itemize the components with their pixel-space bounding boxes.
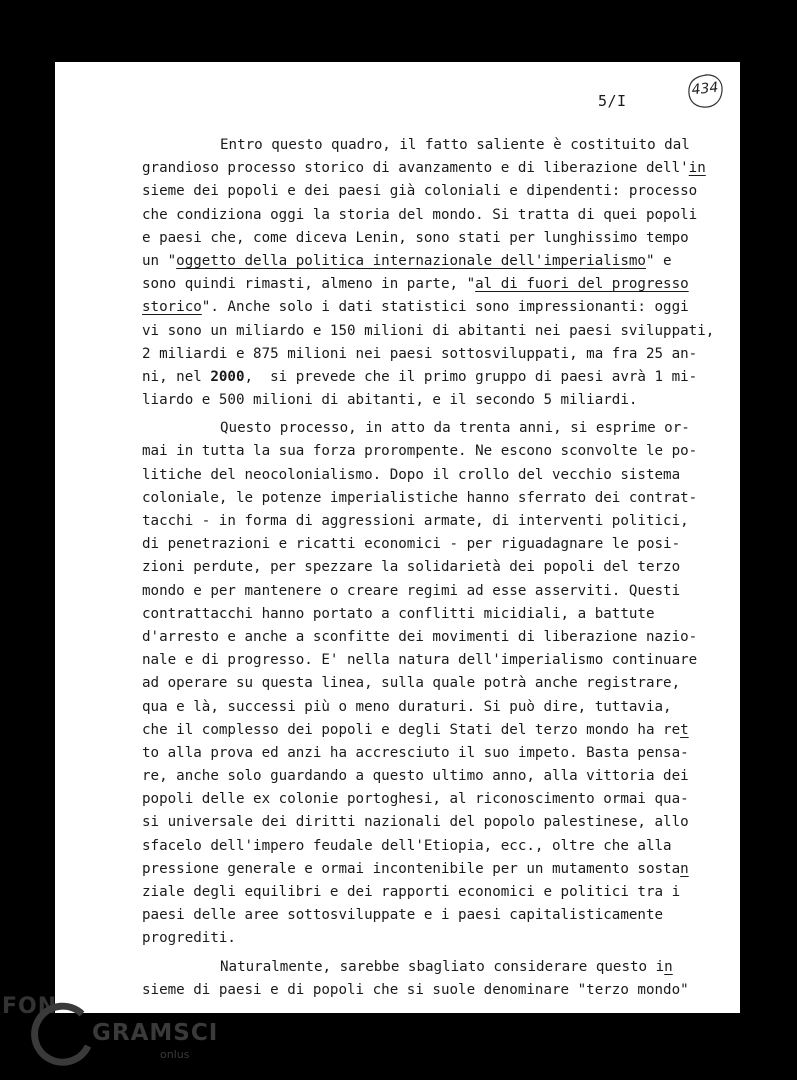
- text-segment: di penetrazioni e ricatti economici - per riguadagnare le posi-: [142, 536, 681, 553]
- text-line: [142, 835, 722, 858]
- text-line: [142, 811, 722, 834]
- watermark-logo: [0, 990, 219, 1070]
- underlined-text: oggetto della politica internazionale dell'imperialismo: [176, 252, 646, 269]
- text-segment: re, anche solo guardando a questo ultimo anno, alla vittoria dei: [142, 768, 689, 785]
- text-line: [142, 250, 722, 273]
- foundation-ring-icon: [28, 1000, 100, 1072]
- document-page: [55, 62, 740, 1013]
- text-segment: sono quindi rimasti, almeno in parte, ": [142, 276, 476, 293]
- text-segment: sieme di paesi e di popoli che si suole denominare "terzo mondo": [142, 981, 689, 998]
- bold-text: 2000: [210, 368, 245, 385]
- text-line: [142, 180, 722, 203]
- text-line: [142, 157, 722, 180]
- stamp-number: 434: [690, 79, 720, 99]
- text-segment: nale e di progresso. E' nella natura dell'imperialismo continuare: [142, 652, 698, 669]
- paragraph: [142, 417, 722, 950]
- text-segment: ". Anche solo i dati statistici sono impressionanti: oggi: [201, 299, 689, 316]
- text-line: [142, 296, 722, 319]
- text-segment: sfacelo dell'impero feudale dell'Etiopia, ecc., oltre che alla: [142, 837, 672, 854]
- text-segment: e paesi che, come diceva Lenin, sono stati per lunghissimo tempo: [142, 229, 689, 246]
- text-line: [142, 510, 722, 533]
- text-segment: sieme dei popoli e dei paesi già coloniali e dipendenti: processo: [142, 183, 698, 200]
- text-line: [142, 649, 722, 672]
- text-line: [142, 742, 722, 765]
- text-line: [142, 343, 722, 366]
- watermark-suffix: onlus: [160, 1048, 190, 1061]
- underlined-text: n: [664, 958, 673, 975]
- text-segment: zioni perdute, per spezzare la solidarietà dei popoli del terzo: [142, 559, 681, 576]
- text-segment: un ": [142, 252, 177, 269]
- text-segment: ad operare su questa linea, sulla quale potrà anche registrare,: [142, 675, 681, 692]
- text-line: [142, 487, 722, 510]
- text-line: [142, 904, 722, 927]
- text-segment: ni, nel: [142, 368, 211, 385]
- text-segment: liardo e 500 milioni di abitanti, e il secondo 5 miliardi.: [142, 392, 638, 409]
- underlined-text: t: [680, 721, 689, 738]
- text-segment: vi sono un miliardo e 150 milioni di abitanti nei paesi sviluppati,: [142, 322, 715, 339]
- text-segment: Questo processo, in atto da trenta anni, si esprime or-: [220, 420, 690, 437]
- text-line: [142, 979, 722, 1002]
- text-segment: mai in tutta la sua forza prorompente. Ne escono sconvolte le po-: [142, 443, 698, 460]
- underlined-text: n: [680, 860, 689, 877]
- text-line: [142, 927, 722, 950]
- text-segment: Naturalmente, sarebbe sbagliato considerare questo i: [220, 958, 665, 975]
- text-line: [142, 765, 722, 788]
- text-segment: 2 miliardi e 875 milioni nei paesi sottosviluppati, ma fra 25 an-: [142, 345, 698, 362]
- archive-stamp: [685, 72, 725, 110]
- text-line: [142, 389, 722, 412]
- text-segment: Entro questo quadro, il fatto saliente è costituito dal: [220, 137, 690, 153]
- text-segment: contrattacchi hanno portato a conflitti micidiali, a battute: [142, 605, 655, 622]
- text-line: [142, 626, 722, 649]
- text-line: [142, 788, 722, 811]
- text-line: [142, 719, 722, 742]
- text-segment: , si prevede che il primo gruppo di paesi avrà 1 mi-: [244, 368, 698, 385]
- text-segment: progrediti.: [142, 930, 236, 947]
- text-line: [142, 696, 722, 719]
- text-line: [142, 273, 722, 296]
- text-line: [142, 672, 722, 695]
- text-segment: grandioso processo storico di avanzamento e di liberazione dell': [142, 160, 689, 177]
- text-segment: litiche del neocolonialismo. Dopo il crollo del vecchio sistema: [142, 466, 681, 483]
- text-line: [142, 320, 722, 343]
- watermark-prefix: FON: [2, 994, 58, 1019]
- text-line: [142, 956, 722, 979]
- text-line: [142, 881, 722, 904]
- text-segment: " e: [645, 252, 672, 269]
- underlined-text: storico: [142, 299, 202, 316]
- text-line: [142, 366, 722, 389]
- text-line: [142, 556, 722, 579]
- text-segment: si universale dei diritti nazionali del popolo palestinese, allo: [142, 814, 689, 831]
- text-line: [142, 204, 722, 227]
- text-segment: tacchi - in forma di aggressioni armate, di interventi politici,: [142, 513, 689, 529]
- watermark-name: GRAMSCI: [92, 1020, 219, 1046]
- page-number: 5/I: [598, 92, 627, 110]
- document-body: [142, 134, 722, 1002]
- underlined-text: al di fuori del progresso: [475, 276, 689, 293]
- text-segment: che condiziona oggi la storia del mondo. Si tratta di quei popoli: [142, 206, 698, 223]
- text-segment: coloniale, le potenze imperialistiche hanno sferrato dei contrat-: [142, 489, 698, 506]
- text-segment: qua e là, successi più o meno duraturi. Si può dire, tuttavia,: [142, 698, 672, 715]
- text-line: [142, 580, 722, 603]
- text-segment: che il complesso dei popoli e degli Stati del terzo mondo ha re: [142, 721, 681, 738]
- text-line: [142, 227, 722, 250]
- text-line: [142, 858, 722, 881]
- text-line: [142, 134, 722, 157]
- text-line: [142, 417, 722, 440]
- paragraph: [142, 134, 722, 412]
- text-line: [142, 603, 722, 626]
- text-segment: popoli delle ex colonie portoghesi, al riconoscimento ormai qua-: [142, 791, 689, 808]
- text-line: [142, 533, 722, 556]
- text-line: [142, 440, 722, 463]
- text-segment: to alla prova ed anzi ha accresciuto il suo impeto. Basta pensa-: [142, 744, 689, 761]
- text-segment: d'arresto e anche a sconfitte dei movimenti di liberazione nazio-: [142, 628, 698, 645]
- text-line: [142, 464, 722, 487]
- text-segment: pressione generale e ormai incontenibile per un mutamento sosta: [142, 860, 681, 877]
- text-segment: paesi delle aree sottosviluppate e i paesi capitalisticamente: [142, 907, 664, 924]
- underlined-text: in: [688, 160, 706, 177]
- text-segment: mondo e per mantenere o creare regimi ad esse asserviti. Questi: [142, 582, 681, 599]
- text-segment: ziale degli equilibri e dei rapporti economici e politici tra i: [142, 884, 681, 900]
- paragraph: [142, 956, 722, 1002]
